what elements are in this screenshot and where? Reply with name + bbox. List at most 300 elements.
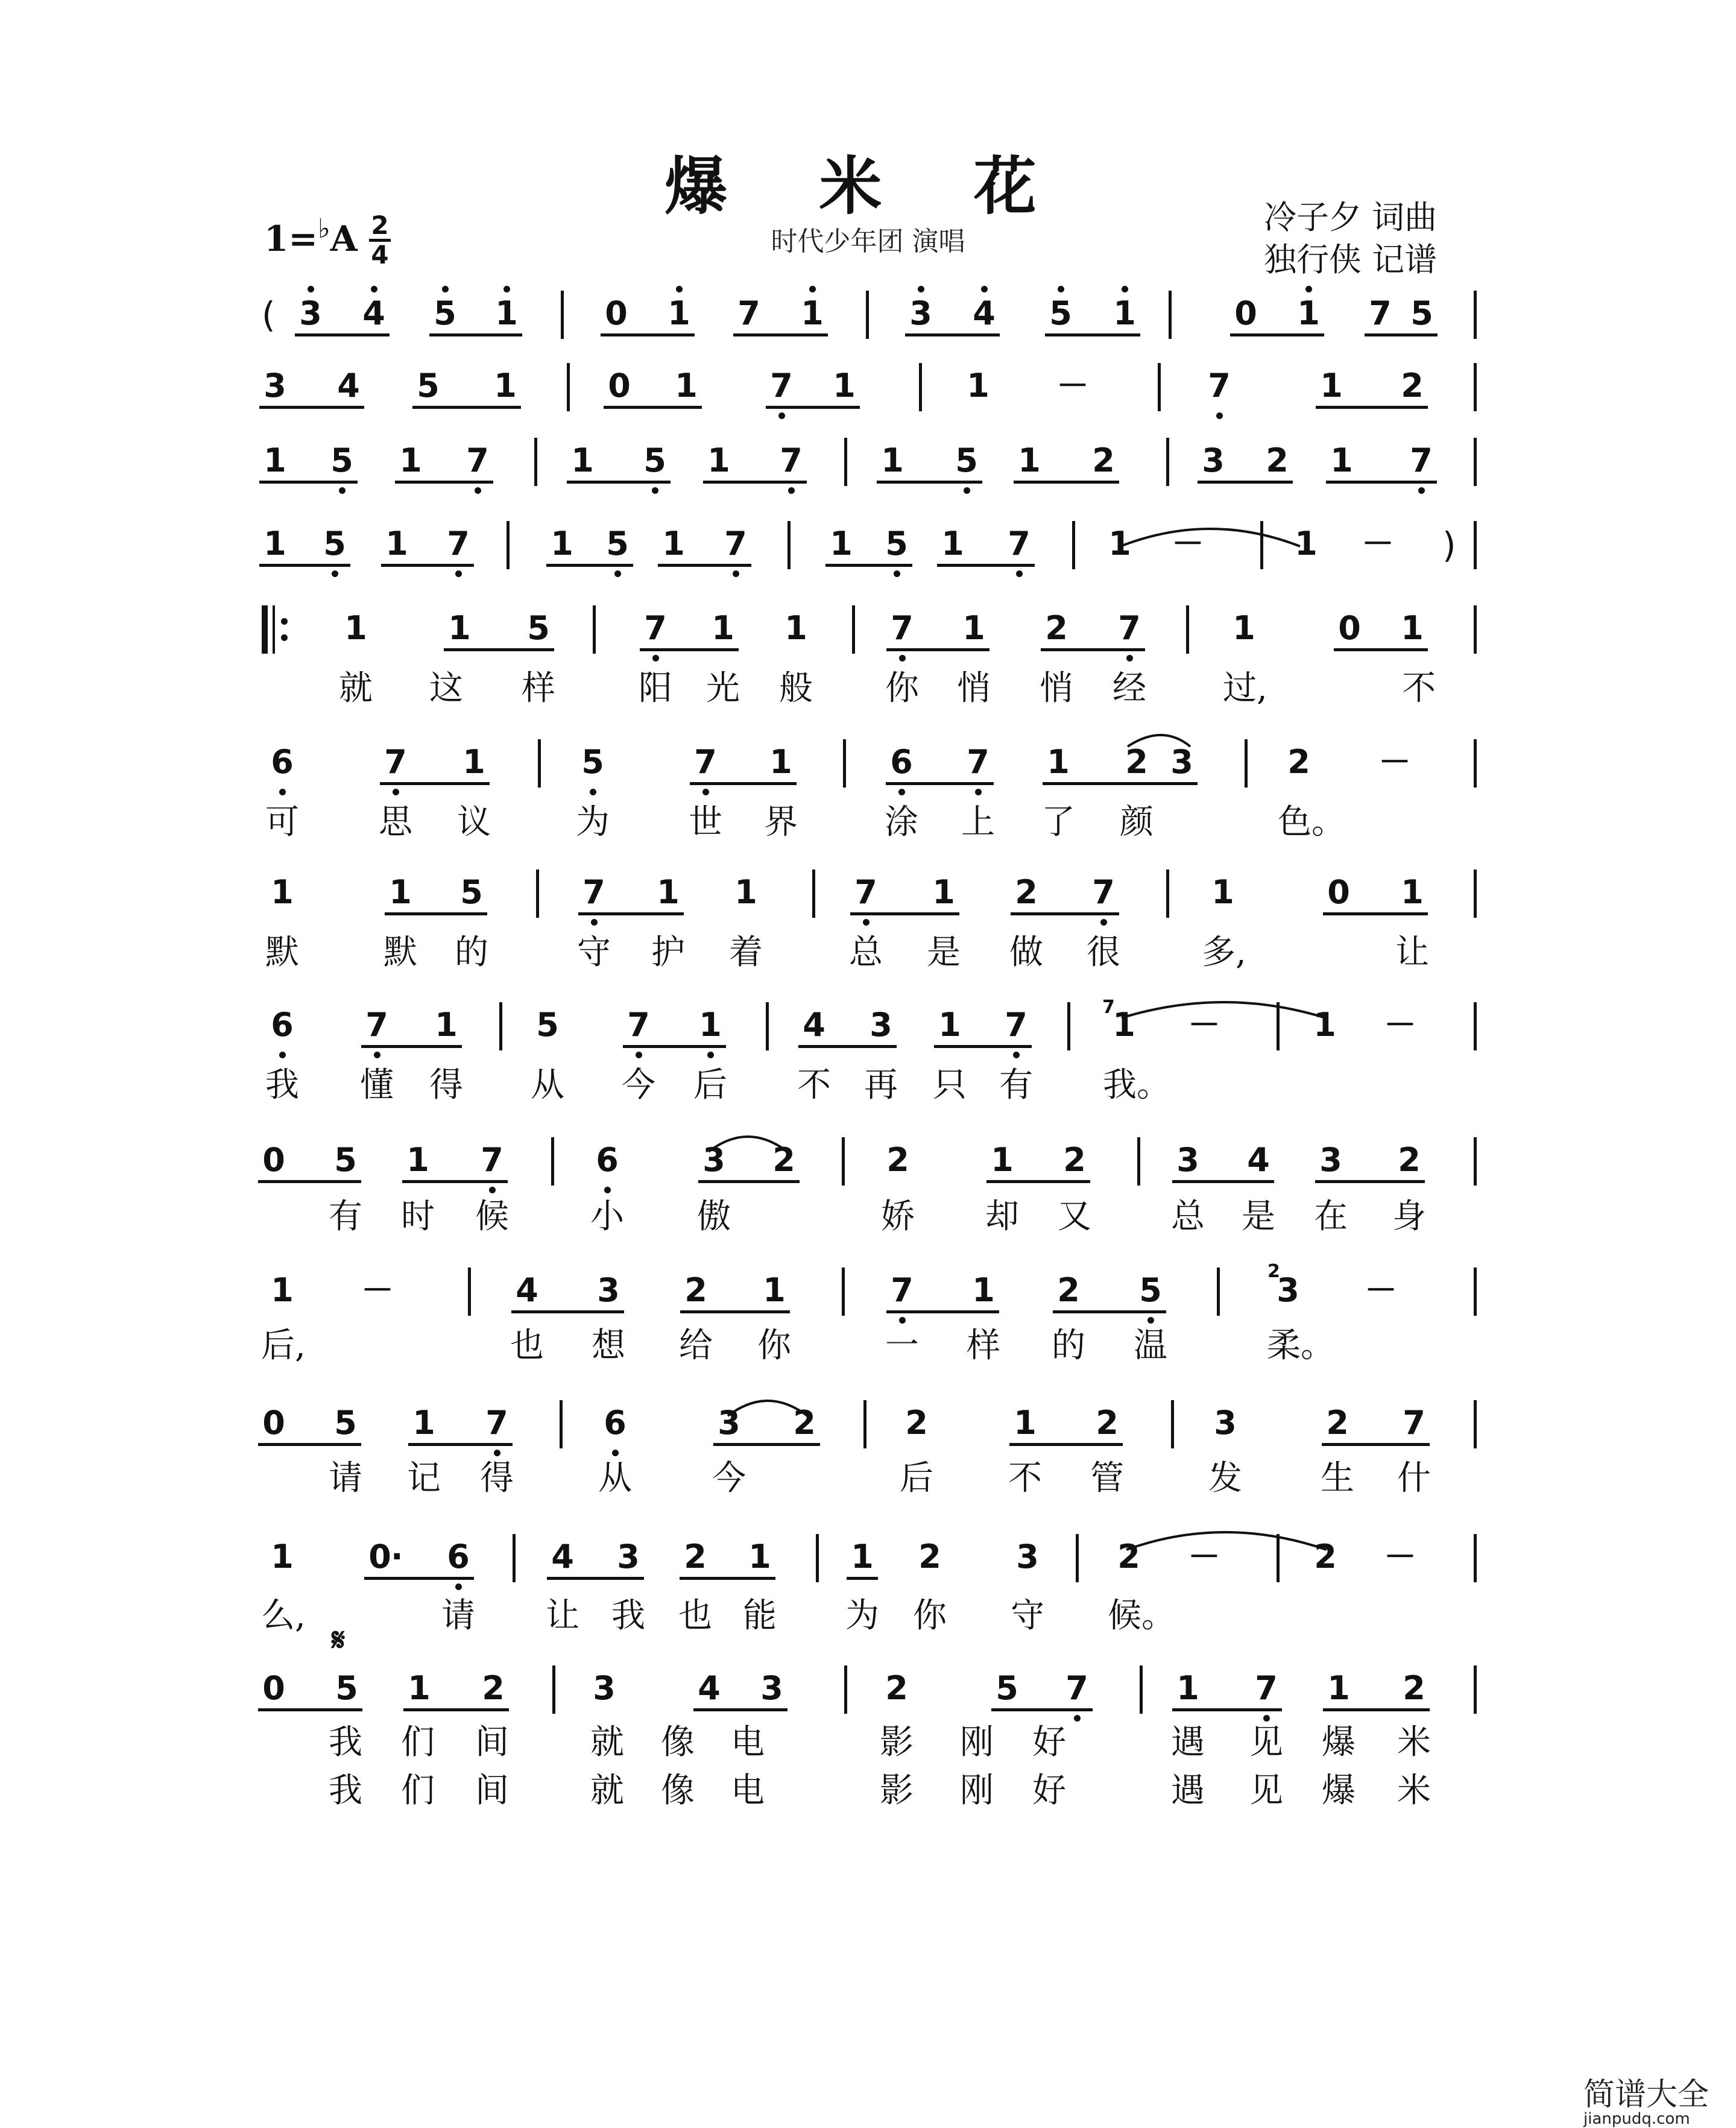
note: 4: [551, 1538, 574, 1576]
lyric: 色。: [1278, 803, 1345, 842]
lyric: 可: [265, 803, 299, 842]
time-sig-bottom: 4: [371, 240, 389, 270]
lyric: 请: [441, 1596, 475, 1635]
note: 7: [485, 1404, 508, 1442]
note: 3: [718, 1404, 740, 1442]
lyric: 你: [885, 669, 919, 708]
lyric: 经: [1113, 669, 1146, 708]
note: 7: [854, 873, 877, 911]
note: 1: [1014, 1404, 1037, 1442]
note: 2: [1096, 1404, 1119, 1442]
lyric: 我: [329, 1771, 362, 1810]
lyric: 着: [729, 933, 763, 972]
lyric: 得: [480, 1459, 514, 1498]
lyric: 发: [1208, 1459, 1242, 1498]
note: 6: [604, 1404, 627, 1442]
note: 2: [1045, 609, 1068, 647]
lyric: 间: [475, 1771, 509, 1810]
note: 7: [737, 294, 760, 332]
lyric: 为: [845, 1596, 879, 1635]
lyric: 懂: [360, 1066, 394, 1105]
note: 1: [941, 525, 964, 563]
note: 3: [870, 1006, 892, 1044]
note: 5: [885, 525, 908, 563]
lyric: 我: [329, 1723, 362, 1762]
note: 5: [606, 525, 629, 563]
note: 7: [466, 441, 489, 479]
watermark-url: jianpudq.com: [1583, 2110, 1690, 2128]
note: 4: [698, 1669, 721, 1707]
note: 7: [891, 609, 914, 647]
lyric: 是: [927, 933, 961, 972]
dash-note: －: [1188, 1006, 1220, 1044]
lyric: 身: [1392, 1197, 1426, 1236]
lyric: 上: [961, 803, 995, 842]
note: 6: [890, 743, 913, 781]
note: 1: [264, 525, 286, 563]
note: 7: [1092, 873, 1115, 911]
note: 1: [784, 609, 807, 647]
lyric: 得: [429, 1066, 463, 1105]
note: 5: [1139, 1271, 1162, 1309]
note: 5: [460, 873, 483, 911]
note: 2: [1015, 873, 1038, 911]
note: 2: [1266, 441, 1289, 479]
note: 1: [668, 294, 690, 332]
watermark-logo: [1583, 2079, 1709, 2127]
note: 7: [1005, 1006, 1027, 1044]
tie-row8: [1122, 1002, 1325, 1018]
note: 7: [1369, 294, 1392, 332]
note: 1: [412, 1404, 435, 1442]
dash-note: －: [1365, 1271, 1397, 1309]
song-title: 爆 米 花: [664, 149, 1072, 223]
open-paren: (: [262, 294, 276, 335]
note: 2: [684, 1271, 707, 1309]
note: 1: [1297, 294, 1320, 332]
note: 5: [434, 294, 456, 332]
note: 1: [448, 609, 471, 647]
lyric: 们: [401, 1723, 435, 1762]
lyric: 候。: [1108, 1596, 1175, 1635]
lyric: 又: [1058, 1197, 1091, 1236]
note: 5: [996, 1669, 1018, 1707]
note: 2: [918, 1538, 941, 1576]
note: 1: [271, 1271, 294, 1309]
note: 1: [1401, 609, 1424, 647]
note: 4: [973, 294, 996, 332]
dash-note: －: [1384, 1006, 1416, 1044]
note: 0: [262, 1669, 285, 1707]
note: 3: [1214, 1404, 1237, 1442]
lyric: 有: [329, 1197, 362, 1236]
note: 1: [1295, 525, 1318, 563]
lyric: 从: [598, 1459, 632, 1498]
lyric: 多,: [1202, 933, 1246, 972]
note: 7: [770, 367, 793, 405]
note: 2: [885, 1669, 908, 1707]
lyric: 这: [429, 669, 463, 708]
lyric: 管: [1090, 1459, 1124, 1498]
lyric: 爆: [1322, 1723, 1356, 1762]
lyric: 影: [880, 1723, 914, 1762]
lyric: 么,: [261, 1596, 306, 1635]
note: 1: [851, 1538, 874, 1576]
note: 1: [1176, 1669, 1199, 1707]
lyric: 也: [510, 1326, 544, 1365]
note: 1: [1313, 1006, 1336, 1044]
note: 1: [657, 873, 680, 911]
lyric: 很: [1087, 933, 1120, 972]
note: 7: [582, 873, 605, 911]
note: 7: [1118, 609, 1141, 647]
note: 6: [271, 1006, 294, 1044]
note: 7: [365, 1006, 388, 1044]
lyric: 我: [611, 1596, 645, 1635]
lyric: 一: [885, 1326, 919, 1365]
note: 3: [264, 367, 286, 405]
note: 5: [643, 441, 666, 479]
lyric: 在: [1314, 1197, 1348, 1236]
lyric: 间: [475, 1723, 509, 1762]
note: 1: [1211, 873, 1234, 911]
lyric: 遇: [1171, 1771, 1205, 1810]
note: 1: [707, 441, 730, 479]
lyric: 想: [592, 1326, 625, 1365]
note: 5: [581, 743, 604, 781]
note: 0: [1327, 873, 1350, 911]
note: 7: [891, 1271, 914, 1309]
note: 6: [596, 1141, 619, 1179]
segno: 𝄋: [332, 1622, 346, 1658]
note: 3: [597, 1271, 620, 1309]
lyric: 界: [764, 803, 798, 842]
note: 7: [694, 743, 717, 781]
note: 2: [1326, 1404, 1349, 1442]
close-paren: ): [1442, 525, 1456, 566]
note: 1: [830, 525, 853, 563]
note: 2: [1403, 1669, 1425, 1707]
dash-note: －: [1188, 1538, 1220, 1576]
note: 3: [593, 1669, 616, 1707]
note: 0: [1234, 294, 1257, 332]
lyric: 米: [1397, 1723, 1431, 1762]
performer-line: 时代少年团 演唱: [771, 226, 965, 257]
note: 2: [772, 1141, 795, 1179]
note: 2: [793, 1404, 816, 1442]
lyric: 傲: [697, 1197, 731, 1236]
note: 5: [1410, 294, 1433, 332]
lyric: 好: [1032, 1771, 1066, 1810]
note: 0: [262, 1141, 285, 1179]
note: 4: [362, 294, 385, 332]
lyric: 有: [999, 1066, 1033, 1105]
note: 4: [337, 367, 360, 405]
note: 1: [881, 441, 904, 479]
note: 7: [1065, 1669, 1088, 1707]
note: 5: [417, 367, 440, 405]
lyric: 样: [522, 669, 555, 708]
credit-transcriber: 独行侠 记谱: [1264, 241, 1438, 279]
lyric: 今: [622, 1066, 655, 1105]
lyric: 们: [401, 1771, 435, 1810]
lyric: 好: [1032, 1723, 1066, 1762]
note: 3: [299, 294, 322, 332]
note: 1: [1018, 441, 1041, 479]
note: 1: [699, 1006, 722, 1044]
lyric: 总: [849, 933, 883, 972]
key-note: A: [330, 218, 358, 259]
note: 2: [684, 1538, 707, 1576]
note: 1: [1320, 367, 1343, 405]
lyric: 能: [743, 1596, 777, 1635]
note: 1: [1327, 1669, 1350, 1707]
lyric: 护: [651, 933, 685, 972]
note: 5: [334, 1141, 357, 1179]
lyric: 时: [401, 1197, 435, 1236]
note: 1: [495, 294, 518, 332]
note: 6: [271, 743, 294, 781]
note: 3: [760, 1669, 783, 1707]
slur-row6: [1128, 735, 1190, 747]
note: 5: [330, 441, 353, 479]
note: 1: [801, 294, 824, 332]
note: 2: [886, 1141, 909, 1179]
dot-augment: ·: [391, 1538, 403, 1576]
lyric: 却: [985, 1197, 1019, 1236]
note: 0: [1338, 609, 1361, 647]
lyric: 就: [590, 1771, 624, 1810]
lyric: 刚: [960, 1771, 994, 1810]
note: 0: [608, 367, 631, 405]
lyric: 温: [1134, 1326, 1167, 1365]
lyric: 默: [265, 933, 299, 972]
lyric: 什: [1397, 1459, 1431, 1498]
note: 1: [399, 441, 422, 479]
note: 5: [527, 609, 550, 647]
lyric: 了: [1041, 803, 1075, 842]
note: 1: [271, 873, 294, 911]
dash-note: －: [1378, 743, 1411, 781]
dash-note: －: [1056, 367, 1089, 405]
note: 0: [605, 294, 628, 332]
lyric: 就: [339, 669, 373, 708]
note: 7: [967, 743, 990, 781]
lyric: 的: [455, 933, 488, 972]
note: 2: [1401, 367, 1424, 405]
lyric: 的: [1052, 1326, 1085, 1365]
note: 5: [335, 1669, 358, 1707]
note: 3: [1170, 743, 1193, 781]
lyric: 光: [706, 669, 740, 708]
note: 2: [1287, 743, 1310, 781]
lyric: 记: [407, 1459, 441, 1498]
note: 7: [1008, 525, 1031, 563]
credit-lyrics-music: 冷子夕 词曲: [1264, 198, 1438, 236]
lyric: 爆: [1322, 1771, 1356, 1810]
note: 2: [1063, 1141, 1086, 1179]
note: 1: [385, 525, 408, 563]
note: 5: [334, 1404, 357, 1442]
note: 1: [748, 1538, 771, 1576]
note: 7: [447, 525, 470, 563]
note: 1: [662, 525, 685, 563]
lyric: 影: [880, 1771, 914, 1810]
lyric: 议: [457, 803, 491, 842]
note: 1: [734, 873, 757, 911]
lyric: 让: [1395, 933, 1429, 972]
note: 2: [482, 1669, 505, 1707]
lyric: 涂: [885, 803, 918, 842]
lyric: 是: [1242, 1197, 1275, 1236]
lyric: 过,: [1223, 669, 1267, 708]
note: 7: [1208, 367, 1231, 405]
lyric: 守: [1011, 1596, 1044, 1635]
lyric: 悄: [957, 669, 991, 708]
grace-note: 7: [1102, 997, 1115, 1018]
note: 7: [1255, 1669, 1278, 1707]
lyric: 像: [661, 1771, 695, 1810]
note: 1: [1401, 873, 1424, 911]
key-prefix: 1=: [264, 218, 318, 259]
note: 2: [1125, 743, 1148, 781]
note: 7: [384, 743, 407, 781]
lyric: 我。: [1103, 1066, 1170, 1105]
lyric: 见: [1249, 1771, 1283, 1810]
lyric: 就: [590, 1723, 624, 1762]
note: 2: [1092, 441, 1115, 479]
note: 0: [368, 1538, 391, 1576]
lyric: 总: [1171, 1197, 1205, 1236]
note: 2: [1314, 1538, 1337, 1576]
watermark-name: 简谱大全: [1583, 2077, 1709, 2113]
note: 7: [724, 525, 747, 563]
note: 1: [494, 367, 517, 405]
note: 2: [905, 1404, 928, 1442]
lyric: 柔。: [1267, 1326, 1334, 1365]
note: 7: [1410, 441, 1433, 479]
note: 4: [803, 1006, 825, 1044]
slur-row9: [709, 1137, 788, 1152]
lyric: 生: [1321, 1459, 1354, 1498]
dash-note: －: [1362, 525, 1394, 563]
lyric: 你: [913, 1596, 947, 1635]
note: 1: [264, 441, 286, 479]
note: 4: [1247, 1141, 1270, 1179]
note: 3: [1016, 1538, 1039, 1576]
note: 1: [932, 873, 955, 911]
lyric: 后: [900, 1459, 933, 1498]
note: 5: [1049, 294, 1072, 332]
dash-note: －: [1384, 1538, 1416, 1576]
note: 7: [780, 441, 803, 479]
note: 1: [271, 1538, 294, 1576]
note: 1: [435, 1006, 458, 1044]
lyric: 小: [590, 1197, 624, 1236]
note: 1: [769, 743, 792, 781]
lyric: 米: [1397, 1771, 1431, 1810]
time-sig-top: 2: [371, 210, 389, 240]
note: 3: [1176, 1141, 1199, 1179]
lyric: 颜: [1120, 803, 1154, 842]
note: 4: [516, 1271, 538, 1309]
lyric: 给: [679, 1326, 713, 1365]
note: 1: [763, 1271, 786, 1309]
note: 1: [551, 525, 573, 563]
note: 7: [644, 609, 667, 647]
lyric: 我: [265, 1066, 299, 1105]
note: 1: [1108, 525, 1131, 563]
lyric: 不: [1008, 1459, 1042, 1498]
note: 1: [967, 367, 990, 405]
lyric: 后: [693, 1066, 727, 1105]
lyric: 后,: [261, 1326, 306, 1365]
lyric: 刚: [960, 1723, 994, 1762]
lyric: 阳: [639, 669, 672, 708]
note: 1: [408, 1669, 431, 1707]
slur-row11: [728, 1401, 807, 1416]
note: 1: [1047, 743, 1070, 781]
note: 3: [617, 1538, 640, 1576]
lyric: 遇: [1171, 1723, 1205, 1762]
note: 1: [462, 743, 485, 781]
note: 1: [938, 1006, 961, 1044]
note: 5: [323, 525, 346, 563]
lyric: 请: [329, 1459, 362, 1498]
note: 6: [447, 1538, 470, 1576]
note: 1: [991, 1141, 1014, 1179]
dash-note: －: [1172, 525, 1204, 563]
note: 5: [536, 1006, 559, 1044]
note: 7: [1403, 1404, 1425, 1442]
key-flat: ♭: [317, 213, 330, 244]
lyric: 不: [797, 1066, 831, 1105]
lyric: 为: [576, 803, 610, 842]
note: 3: [1277, 1271, 1299, 1309]
lyric: 样: [967, 1326, 1000, 1365]
note: 2: [1057, 1271, 1080, 1309]
lyric: 悄: [1040, 669, 1073, 708]
note: 1: [344, 609, 367, 647]
note: 1: [712, 609, 734, 647]
lyric: 候: [475, 1197, 509, 1236]
note: 7: [481, 1141, 503, 1179]
tie-row12: [1126, 1532, 1327, 1550]
lyric: 见: [1249, 1723, 1283, 1762]
note: 1: [1113, 1006, 1135, 1044]
lyric: 让: [546, 1596, 579, 1635]
note: 1: [833, 367, 856, 405]
lyric: 世: [689, 803, 722, 842]
note: 1: [972, 1271, 995, 1309]
note: 1: [1233, 609, 1255, 647]
note: 1: [1113, 294, 1136, 332]
grace-note: 2: [1267, 1261, 1280, 1282]
lyric: 再: [864, 1066, 898, 1105]
lyric: 你: [757, 1326, 791, 1365]
note: 5: [955, 441, 978, 479]
note: 1: [406, 1141, 429, 1179]
dash-note: －: [361, 1271, 394, 1309]
lyric: 默: [383, 933, 417, 972]
note: 3: [909, 294, 932, 332]
note: 1: [389, 873, 412, 911]
note: 7: [627, 1006, 650, 1044]
note: 3: [1319, 1141, 1342, 1179]
note: 1: [1330, 441, 1353, 479]
lyric: 娇: [881, 1197, 915, 1236]
note: 3: [1202, 441, 1225, 479]
